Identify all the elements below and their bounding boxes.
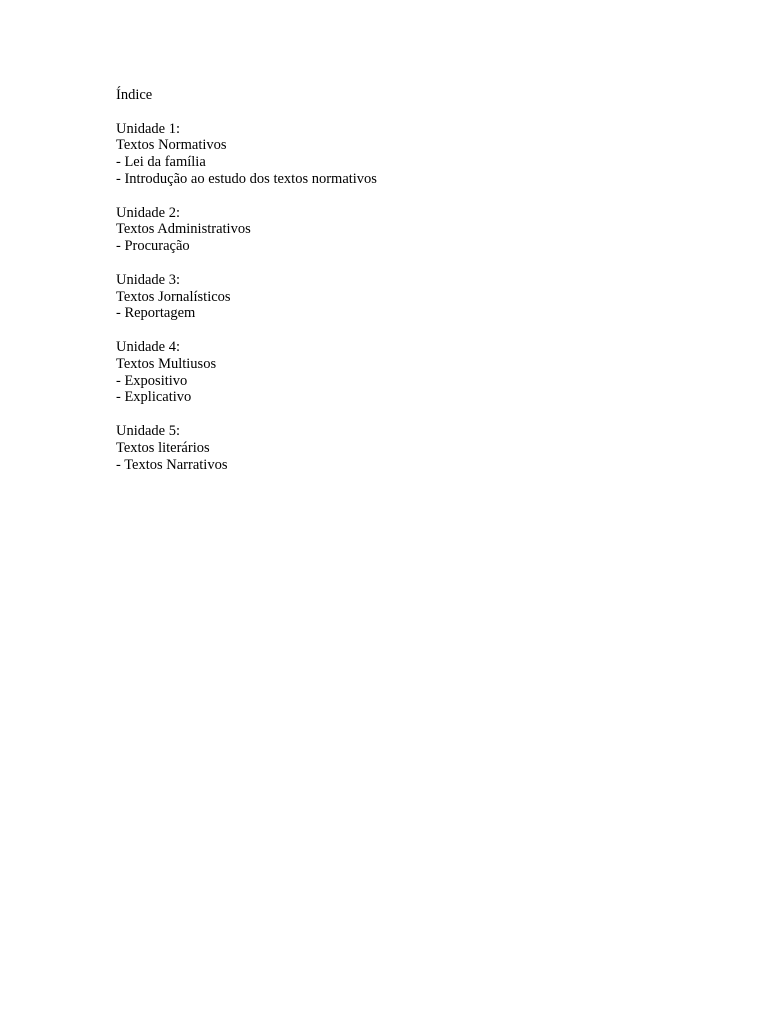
unit-subtitle: Textos Jornalísticos [116,288,231,305]
unit-2 [116,205,716,255]
index-title: Índice [116,87,153,103]
unit-3 [116,272,716,322]
unit-heading: Unidade 3: [116,271,181,288]
unit-heading: Unidade 2: [116,204,181,221]
unit-subtitle: Textos Multiusos [116,355,217,372]
unit-item: - Textos Narrativos [116,456,228,473]
unit-5 [116,423,716,473]
unit-item: - Explicativo [116,389,192,406]
unit-1 [116,121,716,188]
unit-item: - Reportagem [116,305,196,322]
unit-heading: Unidade 4: [116,338,181,355]
unit-item: - Procuração [116,238,190,255]
unit-item: - Introdução ao estudo dos textos normativos [116,170,377,187]
unit-subtitle: Textos Normativos [116,137,227,154]
unit-4 [116,339,716,406]
unit-subtitle: Textos Administrativos [116,221,251,238]
document-content [116,87,716,490]
unit-heading: Unidade 1: [116,120,181,137]
unit-heading: Unidade 5: [116,422,181,439]
unit-item: - Lei da família [116,154,206,171]
unit-subtitle: Textos literários [116,439,210,456]
unit-item: - Expositivo [116,372,188,389]
